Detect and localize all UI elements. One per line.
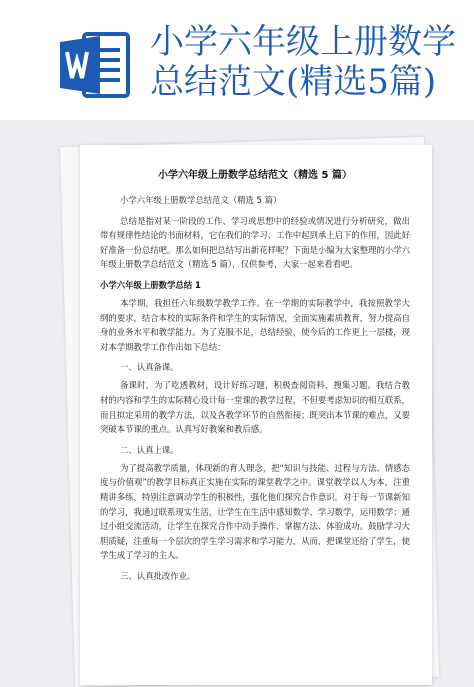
word-document-icon	[58, 28, 132, 102]
page-title: 小学六年级上册数学总结范文(精选5篇)	[150, 22, 456, 102]
paragraph-1: 本学期，我担任六年级数学教学工作。在一学期的实际教学中，我按照教学大纲的要求，结合本校的实际条件和学生的实际情况，全面实施素质教育，努力提高自身的业务水平和教学能力。为了克服不足，总结经验，使今后的工作更上一层楼，现对本学期教学工作作出如下总结：	[100, 297, 410, 352]
document-title: 小学六年级上册数学总结范文（精选 5 篇）	[158, 170, 352, 181]
subheading-2: 二、认真上课。	[120, 444, 179, 455]
intro-paragraph: 总结是指对某一阶段的工作、学习或思想中的经验或情况进行分析研究，做出带有规律性结论的书面材料，它在我们的学习、工作中起到承上启下的作用，因此好好准备一份总结吧。那么如何把总结写出新花样呢？下面是小编为大家整理的小学六年级上册数学总结范文（精选 5 篇），仅供参考，大家一起来看看吧。	[100, 215, 410, 270]
subheading-3: 三、认真批改作业。	[120, 570, 196, 581]
subheading-1: 一、认真备课。	[120, 362, 179, 373]
section-heading: 小学六年级上册数学总结 1	[100, 279, 201, 290]
document-page	[80, 145, 432, 685]
header-banner	[0, 0, 474, 120]
paragraph-3: 为了提高教学质量，体现新的育人理念，把“知识与技能、过程与方法、情感态度与价值观”的教学目标真正实施在实际的课堂教学之中。课堂教学以人为本，注重精讲多练，特别注意调动学生的积极性，强化他们探究合作意识。对于每一节课新知的学习，我通过联系现实生活，让学生在生活中感知数学、学习数学，运用数学；通过小组交流活动，让学生在探究合作中动手操作、掌握方法、体验成功。鼓励学习大胆质疑，注重每一个层次的学生学习需求和学习能力，从而，把课堂还给了学生，使学生成了学习的主人。	[100, 462, 410, 561]
document-subtitle: 小学六年级上册数学总结范文（精选 5 篇）	[120, 195, 282, 205]
paragraph-2: 备课时，为了吃透教材，设计好练习题，积极查阅资料，搜集习题。我结合教材的内容和学生的实际精心设计每一堂课的教学过程，不但要考虑知识的相互联系，而且拟定采用的教学方法，以及各教学环节的自然衔接；既突出本节课的难点，又要突破本节课的重点。认真写好教案和教后感。	[100, 380, 410, 435]
